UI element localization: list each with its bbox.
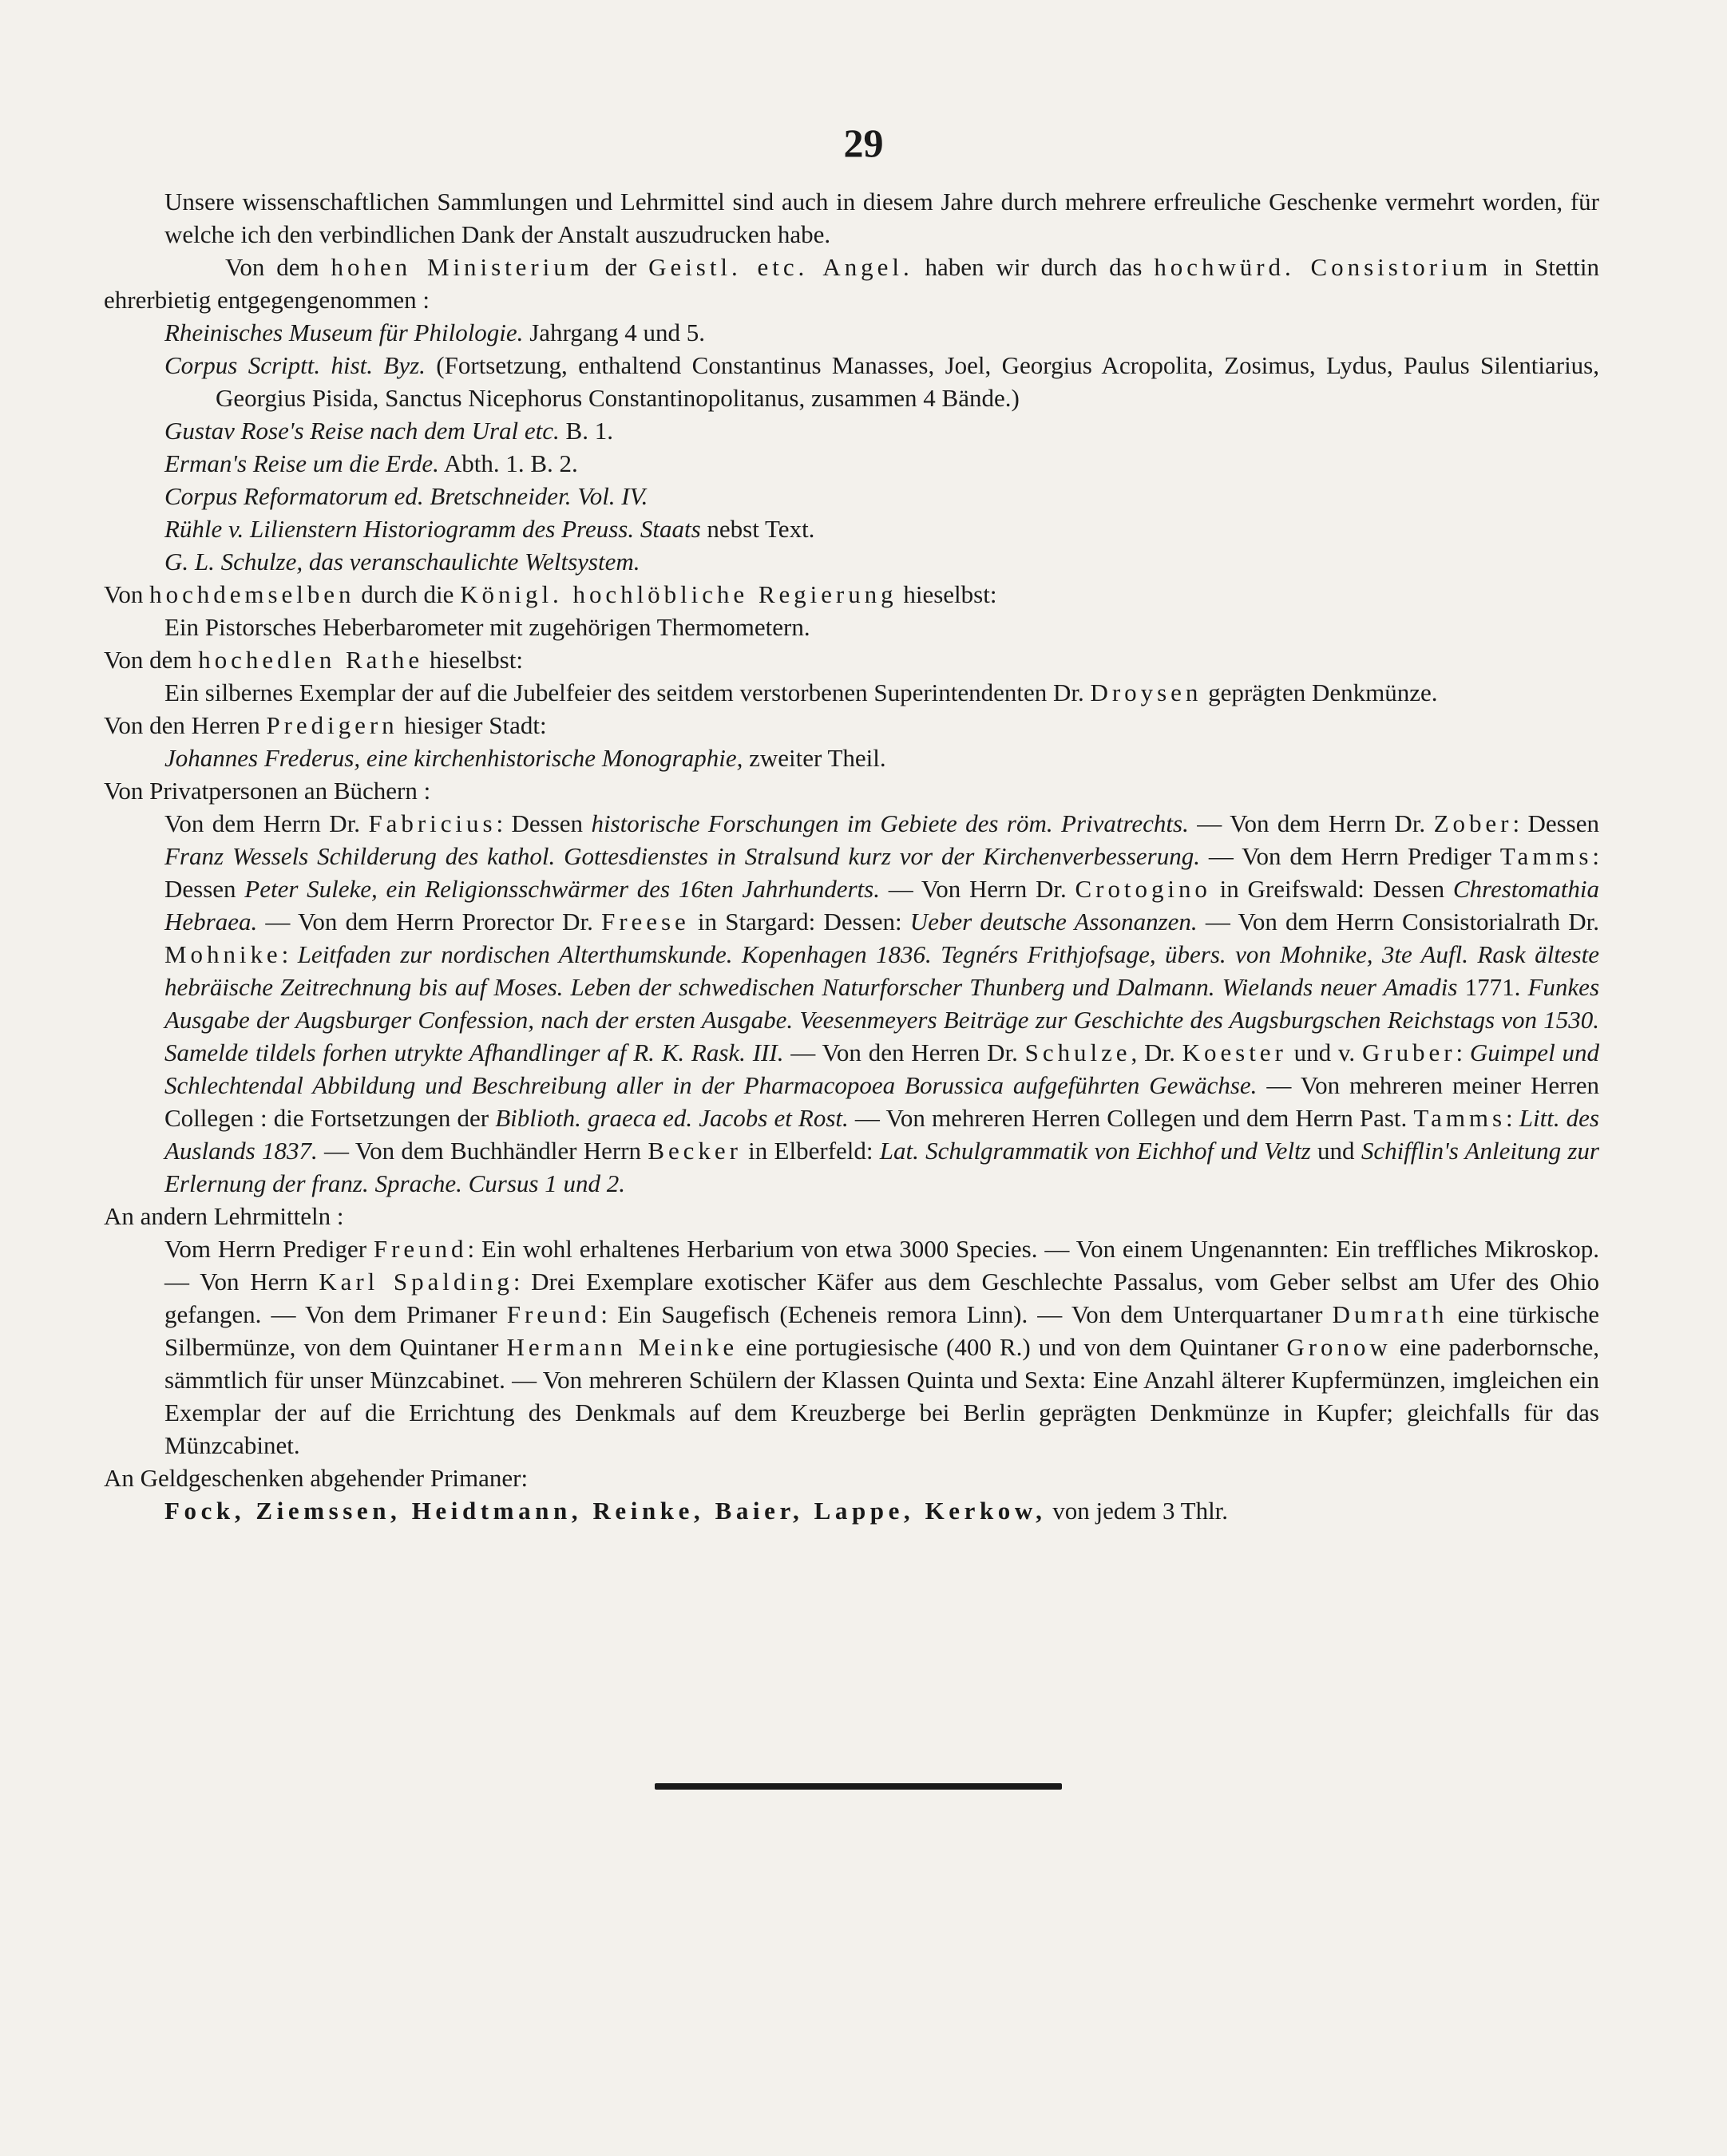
privat-lead: Von Privatpersonen an Büchern : <box>104 777 431 805</box>
book-item: Corpus Scriptt. hist. Byz. (Fortsetzung, enthaltend Constantinus Manasses, Joel, Georgius Acropolita, Zosimus, Lydus, Paulus Silentiarius, Georgius Pisida, Sanctus Nicephorus Constantinopolitanus, zusammen 4 Bände.) <box>164 351 1600 412</box>
prediger-lead: Von den Herren Predigern hiesiger Stadt: <box>104 711 547 739</box>
book-item: Gustav Rose's Reise nach dem Ural etc. B. 1. <box>164 417 613 445</box>
regierung-item: Ein Pistorsches Heberbarometer mit zugehörigen Thermometern. <box>164 613 810 641</box>
intro-paragraph: Unsere wissenschaftlichen Sammlungen und Lehrmittel sind auch in diesem Jahre durch mehrere erfreuliche Geschenke vermehrt worden, für welche ich den verbindlichen Dank der Anstalt auszudrucken habe. <box>164 188 1599 248</box>
rathe-lead: Von dem hochedlen Rathe hieselbst: <box>104 646 523 674</box>
privat-donations: Von dem Herrn Dr. Fabricius: Dessen historische Forschungen im Gebiete des röm. Privatrechts. — Von dem Herrn Dr. Zober: Dessen Franz Wessels Schilderung des kathol. Gottesdienstes in Stralsund kurz vor der Kirchenverbesserung. — Von dem Herrn Prediger Tamms: Dessen Peter Suleke, ein Religionsschwärmer des 16ten Jahrhunderts. — Von Herrn Dr. Crotogino in Greifswald: Dessen Chrestomathia Hebraea. — Von dem Herrn Prorector Dr. Freese in Stargard: Dessen: Ueber deutsche Assonanzen. — Von dem Herrn Consistorialrath Dr. Mohnike: Leitfaden zur nordischen Alterthumskunde. Kopenhagen 1836. Tegnérs Frithjofsage, übers. von Mohnike, 3te Aufl. Rask älteste hebräische Zeitrechnung bis auf Moses. Leben der schwedischen Naturforscher Thunberg und Dalmann. Wielands neuer Amadis 1771. Funkes Ausgabe der Augsburger Confession, nach der ersten Ausgabe. Veesenmeyers Beiträge zur Geschichte des Augsburgschen Reichstags von 1530. Samelde tildels forhen utrykte Afhandlinger af R. K. Rask. III. — Von den Herren Dr. Schulze, Dr. Koester und v. Gruber: Guimpel und Schlechtendal Abbildung und Beschreibung aller in der Pharmacopoea Borussica aufgeführten Gewächse. — Von mehreren meiner Herren Collegen : die Fortsetzungen der Biblioth. graeca ed. Jacobs et Rost. — Von mehreren Herren Collegen und dem Herrn Past. Tamms: Litt. des Auslands 1837. — Von dem Buchhändler Herrn Becker in Elberfeld: Lat. Schulgrammatik von Eichhof und Veltz und Schifflin's Anleitung zur Erlernung der franz. Sprache. Cursus 1 und 2. <box>164 809 1600 1197</box>
prediger-item: Johannes Frederus, eine kirchenhistorische Monographie, zweiter Theil. <box>164 744 886 772</box>
book-item: Corpus Reformatorum ed. Bretschneider. Vol. IV. <box>164 482 648 510</box>
lehrmittel-donations: Vom Herrn Prediger Freund: Ein wohl erhaltenes Herbarium von etwa 3000 Species. — Von einem Ungenannten: Ein treffliches Mikroskop. — Von Herrn Karl Spalding: Drei Exemplare exotischer Käfer aus dem Geschlechte Passalus, vom Geber selbst am Ufer des Ohio gefangen. — Von dem Primaner Freund: Ein Saugefisch (Echeneis remora Linn). — Von dem Unterquartaner Dumrath eine türkische Silbermünze, von dem Quintaner Hermann Meinke eine portugiesische (400 R.) und von dem Quintaner Gronow eine paderbornsche, sämmtlich für unser Münzcabinet. — Von mehreren Schülern der Klassen Quinta und Sexta: Eine Anzahl älterer Kupfermünzen, imgleichen ein Exemplar der auf die Errichtung des Denkmals auf dem Kreuzberge bei Berlin geprägten Denkmünze in Kupfer; gleichfalls für das Münzcabinet. <box>164 1235 1600 1459</box>
body-text <box>104 185 1599 1527</box>
lehrmittel-lead: An andern Lehrmitteln : <box>104 1202 344 1230</box>
book-item: G. L. Schulze, das veranschaulichte Weltsystem. <box>164 548 640 576</box>
regierung-lead: Von hochdemselben durch die Königl. hochlöbliche Regierung hieselbst: <box>104 580 997 608</box>
page-number: 29 <box>843 121 884 165</box>
book-item: Rühle v. Lilienstern Historiogramm des Preuss. Staats nebst Text. <box>164 515 815 543</box>
rathe-item: Ein silbernes Exemplar der auf die Jubelfeier des seitdem verstorbenen Superintendenten Dr. Droysen geprägten Denkmünze. <box>164 678 1438 706</box>
geld-item: Fock, Ziemssen, Heidtmann, Reinke, Baier, Lappe, Kerkow, von jedem 3 Thlr. <box>164 1497 1229 1525</box>
book-item: Rheinisches Museum für Philologie. Jahrgang 4 und 5. <box>164 318 706 346</box>
book-item: Erman's Reise um die Erde. Abth. 1. B. 2. <box>164 449 578 477</box>
geld-lead: An Geldgeschenken abgehender Primaner: <box>104 1464 529 1492</box>
closing-rule <box>655 1783 1062 1790</box>
ministerium-lead: Von dem hohen Ministerium der Geistl. etc. Angel. haben wir durch das hochwürd. Consistorium in Stettin ehrerbietig entgegengenommen : <box>104 253 1599 314</box>
